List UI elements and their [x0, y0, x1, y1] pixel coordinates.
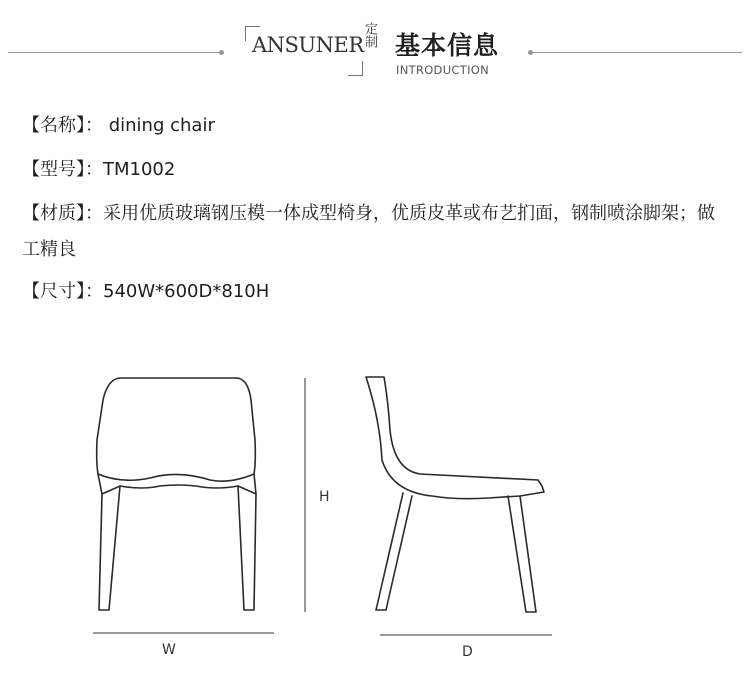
section-title: 基本信息	[395, 31, 500, 60]
brand-name: ANSUNER	[252, 33, 364, 57]
chair-side-view	[366, 377, 544, 612]
frame-corner-bottom-right	[348, 61, 363, 76]
header-dot-right	[528, 50, 533, 55]
height-label: H	[319, 489, 330, 505]
info-label: 【材质】	[22, 203, 85, 224]
section-subtitle: INTRODUCTION	[396, 63, 490, 77]
info-label: 【型号】	[22, 159, 85, 180]
brand-mark: 定制	[362, 22, 377, 48]
info-value: ： dining chair	[85, 115, 215, 136]
info-name	[22, 108, 742, 144]
info-value: ：TM1002	[85, 159, 176, 180]
chair-diagram	[0, 350, 750, 689]
info-material	[22, 196, 722, 268]
info-label: 【尺寸】	[22, 281, 85, 302]
depth-label: D	[462, 644, 473, 660]
header-divider-left	[8, 52, 221, 53]
info-value: ：540W*600D*810H	[85, 281, 270, 302]
info-model	[22, 152, 742, 188]
header-dot-left	[219, 50, 224, 55]
header-divider-right	[530, 52, 742, 53]
info-label: 【名称】	[22, 115, 85, 136]
width-label: W	[162, 642, 176, 658]
chair-front-view	[97, 378, 256, 610]
info-size	[22, 274, 742, 310]
info-value: ：采用优质玻璃钢压模一体成型椅身，优质皮革或布艺扪面，钢制喷涂脚架；做工精良	[22, 203, 715, 260]
